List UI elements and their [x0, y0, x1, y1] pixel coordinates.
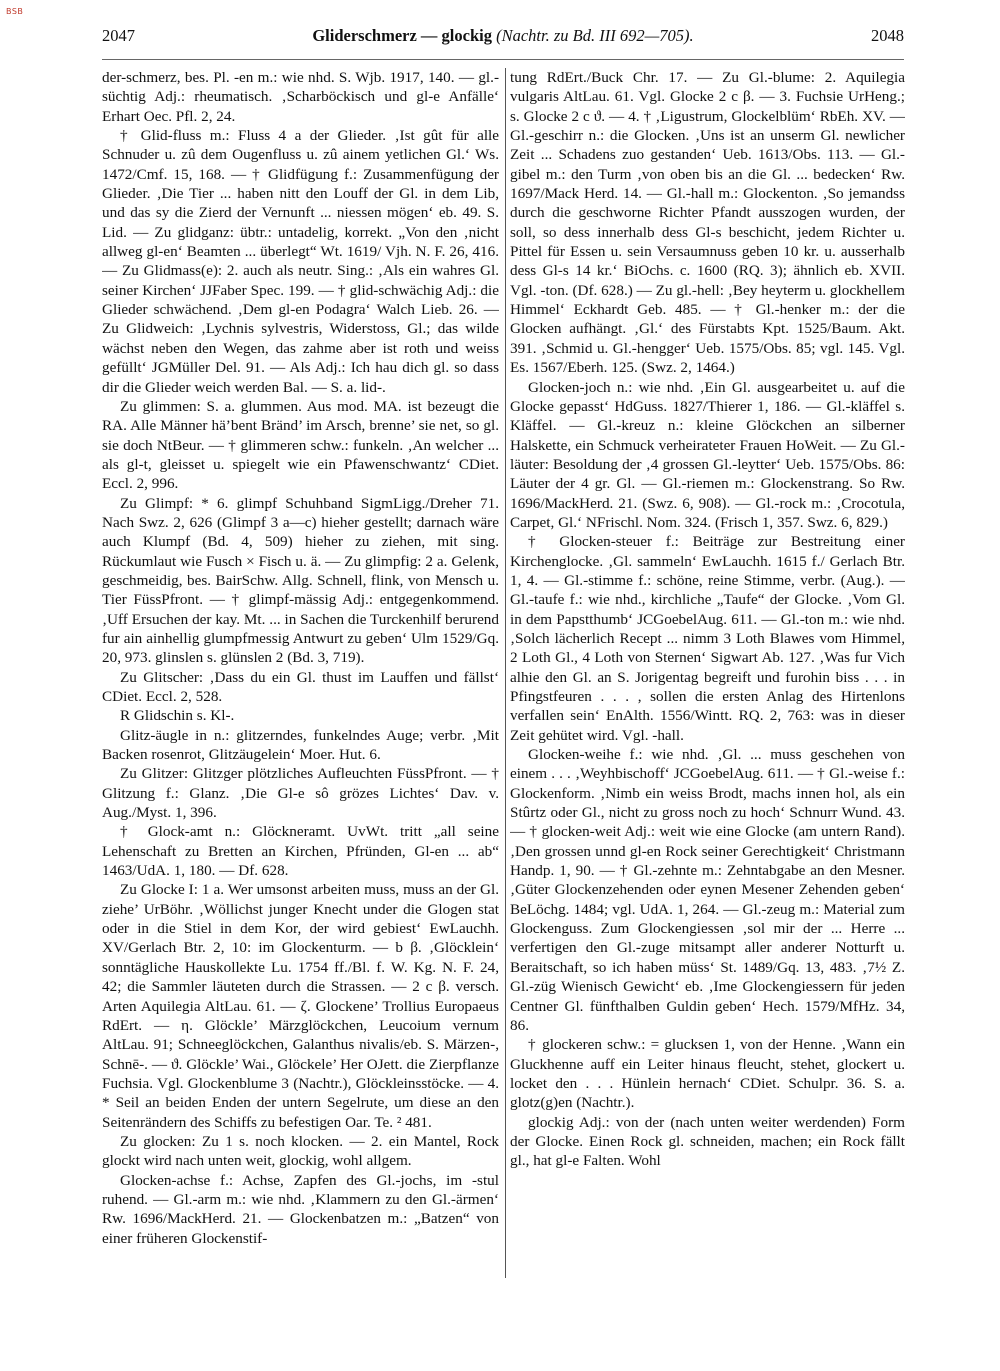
entry-paragraph: Glocken-joch n.: wie nhd. ‚Ein Gl. ausgearbeitet u. auf die Glocke gepasst‘ HdGuss. 1827/Thierer 1, 186. — Gl.-kläffel s. Kläffel. — Gl.-kreuz n.: kleine Glöckchen an silberner Halskette, ein Schmuck verheirateter Frauen HoWeit. — Zu Gl.-läuter: Besoldung der ‚4 grossen Gl.-leytter‘ Ueb. 1575/Obs. 86: Läuter der 4 gr. Gl. — Gl.-riemen m.: Glockenstrang. So Rw. 1696/MackHerd. 21. (Swz. 6, 908). — Gl.-rock m.: ‚Crocotula, Carpet, Gl.‘ NFrischl. Nom. 324. (Frisch 1, 357. Swz. 6, 829.) [510, 378, 905, 531]
entry-paragraph: Glitz-äugle in n.: glitzerndes, funkelndes Auge; verbr. ‚Mit Backen rosenrot, Glitzäugelein‘ Moer. Hut. 6. [102, 726, 499, 764]
entry-paragraph: † glockeren schw.: = glucksen 1, von der Henne. ‚Wann ein Gluckhenne auff ein Leiter hinaus fleucht, stehet, glockert u. locket den . . . Hünlein hernach‘ CDiet. Schulpr. 36. S. a. glotz(g)en (Nachtr.). [510, 1036, 905, 1112]
entry-paragraph: Zu Glitscher: ‚Dass du ein Gl. thust im Lauffen und fällst‘ CDiet. Eccl. 2, 528. [102, 668, 499, 705]
page-header [102, 26, 904, 52]
entry-paragraph: Zu glocken: Zu 1 s. noch klocken. — 2. ein Mantel, Rock glockt wird nach unten weit, glockig, wohl allgem. [102, 1132, 499, 1170]
header-rule [102, 59, 904, 60]
entry-paragraph: Glocken-achse f.: Achse, Zapfen des Gl.-jochs, im -stul ruhend. — Gl.-arm m.: wie nhd. ‚Klammern zu den Gl.-ärmen‘ Rw. 1696/MackHerd. 21. — Glockenbatzen m.: „Batzen“ von einer früheren Glockenstif- [102, 1171, 499, 1247]
entry-paragraph: R Glidschin s. Kl-. [120, 707, 235, 725]
entry-paragraph: glockig Adj.: von der (nach unten weiter werdenden) Form der Glocke. Einen Rock gl. schneiden, machen; ein Rock fällt gl., hat gl-e Falten. Wohl [510, 1113, 905, 1170]
page-number-right: 2048 [871, 26, 904, 45]
running-head [102, 26, 904, 46]
running-head-title: Gliderschmerz — glockig [312, 26, 492, 45]
entry-paragraph: Zu Glocke I: 1 a. Wer umsonst arbeiten muss, muss an der Gl. ziehe’ UrBöhr. ‚Wöllichst junger Knecht under die Glogen stat oder in die Stiel in dem Kor, der wird gebiest‘ EwLauchh. XV/Gerlach Btr. 2, 10: im Glockenturm. — b β. ‚Glöcklein‘ sonntägliche Hauskollekte Lu. 1754 ff./Bl. f. W. Kg. N. F. 24, 42; die Sammler läuteten durch die Strassen. — 2 c β. versch. Arten Aquilegia AltLau. 61. — ζ. Glockene’ Trollius Europaeus RdErt. — η. Glöckle’ Märzglöckchen, Leucoium vernum AltLau. 91; Schneeglöckchen, Galanthus nivalis/eb. S. Märzen-, Schnē-. — ϑ. Glöckle’ Wai., Glöckele’ Her OJett. die Zierpflanze Fuchsia. Vgl. Glockenblume 3 (Nachtr.), Glöckleinsstöcke. — 4. * Seil an beiden Enden der untern Segelrute, um diese an den Seitenrändern des Schiffs zu befestigen Oar. Te. ² 481. [102, 881, 499, 1131]
entry-paragraph: † Glock-amt n.: Glöckneramt. UvWt. tritt „all seine Lehenschaft zu Bretten an Kirchen, Pfründen, Gl-en ... ab“ 1463/UdA. 1, 180. — Df. 628. [102, 823, 499, 880]
entry-paragraph: tung RdErt./Buck Chr. 17. — Zu Gl.-blume: 2. Aquilegia vulgaris AltLau. 61. Vgl. Glocke 2 c β. — 3. Fuchsie UrHeng.; s. Glocke 2 c ϑ. — 4. † ‚Ligustrum, Glockelblüm‘ RbEh. XV. — Gl.-geschirr n.: die Glocken. ‚Uns ist an unserm Gl. newlicher Zeit ... Schadens zuo gestanden‘ Ueb. 1613/Obs. 113. — Gl.-gibel m.: den Turm ‚von oben bis an die Gl. ... bedecken‘ Rw. 1697/Mack Herd. 14. — Gl.-hall m.: Glockenton. ‚So jemandss durch die geschworne Richter Pfandt ausszogen wurden, der soll, so dess innerhalb dess Gl-s beschicht, jedem Richter u. Pittel für Essen u. sein Versaumnuss geben 10 kr. u. ausserhalb dess Gl-s 14 kr.‘ BiOchs. c. 1600 (RQ. 3); ähnlich eb. XVII. Vgl. -ton. (Df. 628.) — Zu gl.-hell: ‚Bey heyterm u. glockhellem Himmel‘ Eckhardt Geb. 485. — † Gl.-henker m.: der die Glocken aufhängt. ‚Gl.‘ des Fürstabts Kpt. 1525/Baum. Akt. 391. ‚Schmid u. Gl.-hengger‘ Ueb. 1575/Obs. 85; vgl. 145. Vgl. Es. 1567/Eberh. 125. (Swz. 2, 1464.) [510, 69, 905, 377]
left-column [102, 68, 499, 1348]
page-number-left: 2047 [102, 26, 135, 45]
entry-paragraph: der-schmerz, bes. Pl. -en m.: wie nhd. S. Wjb. 1917, 140. — gl.-süchtig Adj.: rheumatisch. ‚Scharböckisch und gl-e Anfälle‘ Erhart Oec. Pfl. 2, 24. [102, 69, 499, 125]
entry-paragraph: Zu Glitzer: Glitzger plötzliches Aufleuchten FüssPfront. — † Glitzung f.: Glanz. ‚Die Gl-e sô grözes Lichtes‘ Dav. v. Aug./Myst. 1, 396. [102, 765, 499, 822]
entry-paragraph: Zu glimmen: S. a. glummen. Aus mod. MA. ist bezeugt die RA. Alle Männer hä’bent Bränd’ im Arsch, brenne’ sie net, so gl. sie doch NtBeur. — † glimmeren schw.: funkeln. ‚An welcher ... als gl-t, gleisset u. spiegelt wie ein Pfawenschwantz‘ CDiet. Eccl. 2, 996. [102, 397, 499, 493]
column-divider [505, 68, 506, 1278]
right-column [510, 68, 905, 1348]
running-head-subtitle: (Nachtr. zu Bd. III 692—705). [496, 26, 694, 45]
entry-paragraph: † Glid-fluss m.: Fluss 4 a der Glieder. ‚Ist gût für alle Schnuder u. zû dem Ougenfluss u. zû ainem yetlichen Gl.‘ Ws. 1472/Cmf. 15, 168. — † Glidfügung f.: Zusammenfügung der Glieder. ‚Die Tier ... haben nitt den Louff der Gl. in dem Lib, und das sy die Zierd der Vernunft ... niessen mögen‘ eb. 49. S. Lid. — Zu glidganz: übtr.: untadelig, korrekt. „Von den ‚nicht allweg gl-en‘ Beamten ... überlegt“ Wt. 1619/ Vjh. N. F. 26, 416. — Zu Glidmass(e): 2. auch als neutr. Sing.: ‚Als ein wahres Gl. seiner Kirchen‘ JJFaber Spec. 199. — † glid-schwächig Adj.: die Glieder schwächend. ‚Dem gl-en Podagra‘ Walch Lieb. 26. — Zu Glidweich: ‚Lychnis sylvestris, Widerstoss, Gl.; das wilde wächst neben den Wegen, das zahme aber ist roth und weiss gefüllt‘ JGMüller Del. 91. — Als Adj.: Ich hau dich gl. so dass dir die Glieder weich werden Bal. — S. a. lid-. [102, 127, 499, 396]
library-stamp: BSB [6, 7, 24, 16]
entry-paragraph: Glocken-weihe f.: wie nhd. ‚Gl. ... muss geschehen von einem . . . ‚Weyhbischoff‘ JCGoebelAug. 611. — † Gl.-weise f.: Glockenform. ‚Nimb ein weiss Brodt, machs innen hol, als ein Stûrtz oder Gl., nicht zu gross noch zu hoch‘ Schnurr Wund. 43. — † glocken-weit Adj.: weit wie eine Glocke (am untern Rand). ‚Den grossen unnd gl-en Rock seiner Gerechtigkeit‘ Christmann Handp. 1, 90. — † Gl.-zehnte m.: Zehntabgabe an den Mesner. ‚Güter Glockenzehenden oder eynen Mesener Zehenden geben‘ BeLöchg. 1484; vgl. UdA. 1, 264. — Gl.-zeug m.: Material zum Glockenguss. Zum Glockengiessen ‚sol mir der ... Herre ... verfertigen den Gl.-zuge mitsampt aller anderer Notturft u. Beraitschaft, so ich haben müss‘ St. 1489/Gq. 13, 483. ‚7½ Z. Gl.-züg Wienisch Gewicht‘ eb. ‚Ime Glockengiessern für jeden Centner Gl. fünfthalben Guldin geben‘ Hech. 1579/MfHz. 34, 86. [510, 746, 905, 1034]
entry-paragraph: Zu Glimpf: * 6. glimpf Schuhband SigmLigg./Dreher 71. Nach Swz. 2, 626 (Glimpf 3 a—c) hieher gestellt; darnach wäre auch Klumpf (Bd. 4, 509) hieher zu ziehen, mit sing. Rückumlaut wie Fusch × Fisch u. ä. — Zu glimpfig: 2 a. Gelenk, geschmeidig, bes. BairSchw. Allg. Schnell, flink, von Mensch u. Tier FüssPfront. — † glimpf-mässig Adj.: entgegenkommend. ‚Uff Ersuchen der kay. Mt. ... in Sachen die Turckenhilf berurend fur ain ainhellig glumpfmessig Antwurt zu geben‘ Ulm 1529/Gq. 20, 973. glinslen s. glünslen 2 (Bd. 3, 719). [102, 494, 499, 667]
entry-paragraph: † Glocken-steuer f.: Beiträge zur Bestreitung einer Kirchenglocke. ‚Gl. sammeln‘ EwLauchh. 1615 f./ Gerlach Btr. 1, 4. — Gl.-stimme f.: schöne, reine Stimme, verbr. (Aug.). — Gl.-taufe f.: wie nhd., kirchliche „Taufe“ der Glocke. ‚Vom Gl. in dem Papstthumb‘ JCGoebelAug. 611. — Gl.-ton m.: wie nhd. ‚Solch lächerlich Recept ... nimm 3 Loth Blawes vom Himmel, 2 Loth Gl., 4 Loth von Sternen‘ Sigwart Ab. 127. ‚Was fur Vich alhie den Gl. an S. Jorigentag begreift und furohin biss . . . in Pfingstfeuren . . . , sollen die ersten Anlag des Hirtenlons verfallen sein‘ EnAlth. 1556/Wintt. RQ. 2, 763: was in dieser Zeit gehütet wird. Vgl. -hall. [510, 533, 905, 744]
